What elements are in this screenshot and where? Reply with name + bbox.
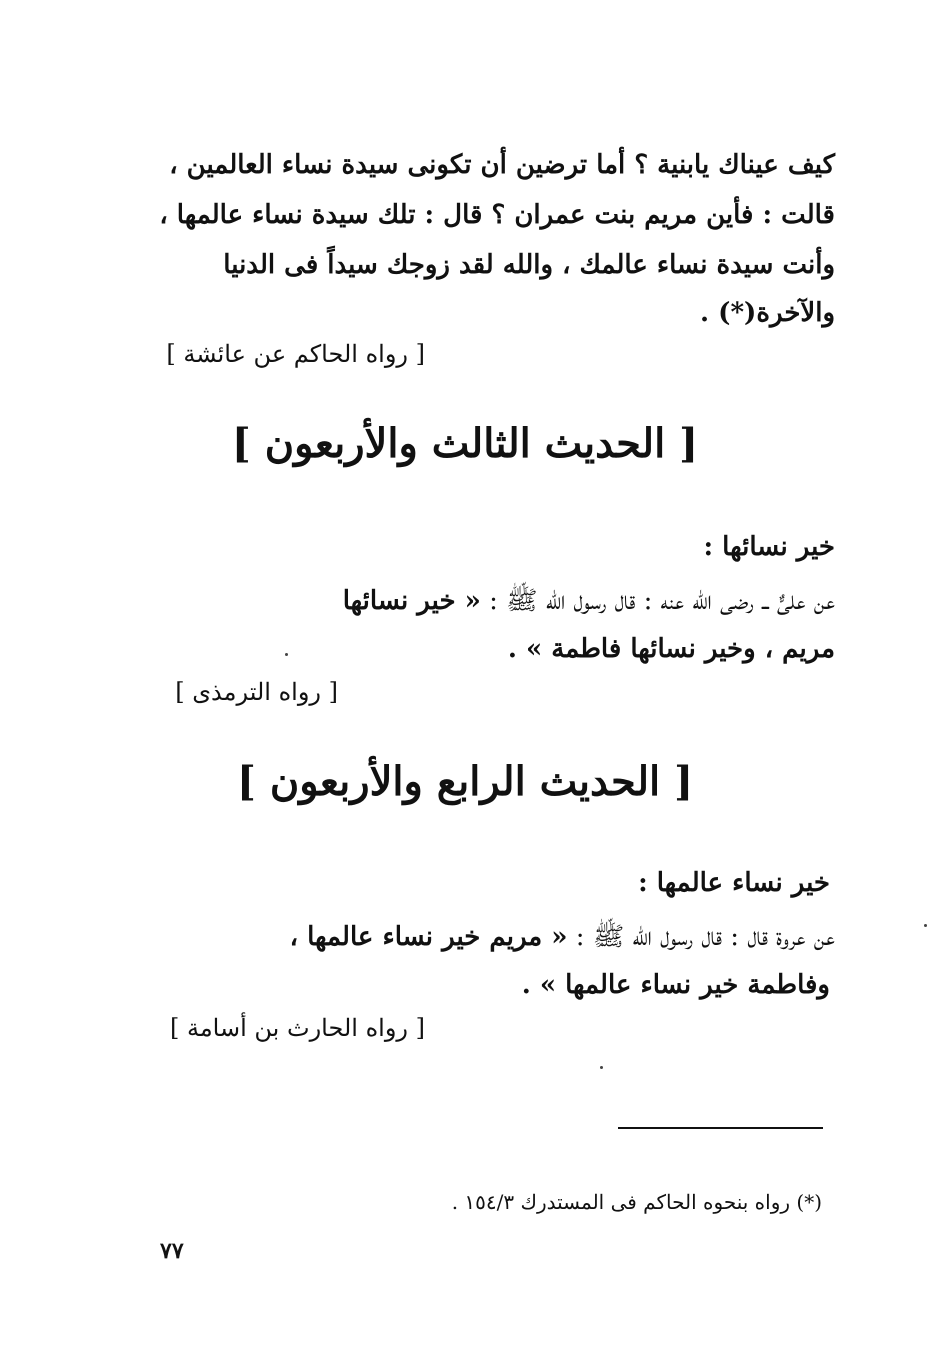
passage-line-1: كيف عيناك يابنية ؟ أما ترضين أن تكونى سيدة نساء العالمين ، bbox=[169, 150, 835, 180]
hadith-43-quote-start: « خير نسائها bbox=[342, 586, 481, 616]
hadith-43-line-1 bbox=[343, 584, 835, 622]
passage-line-2: قالت : فأين مريم بنت عمران ؟ قال : تلك سيدة نساء عالمها ، bbox=[159, 200, 835, 230]
footnote: (*) رواه بنحوه الحاكم فى المستدرك ١٥٤/٣ . bbox=[451, 1190, 822, 1214]
hadith-43-heading: [ الحديث الثالث والأربعون ] bbox=[231, 420, 699, 467]
scan-speck bbox=[600, 1066, 603, 1069]
footnote-rule bbox=[618, 1127, 823, 1129]
scan-speck bbox=[924, 924, 927, 927]
passage-line-4: والآخرة(*) . bbox=[700, 298, 835, 328]
hadith-44-subheading: خير نساء عالمها : bbox=[638, 868, 830, 898]
passage-source: [ رواه الحاكم عن عائشة ] bbox=[166, 340, 425, 368]
hadith-43-subheading: خير نسائها : bbox=[703, 532, 835, 562]
hadith-44-intro: عن عروة قال : قال رسول الله ﷺ : bbox=[575, 922, 835, 952]
hadith-44-quote-start: « مريم خير نساء عالمها ، bbox=[289, 922, 568, 952]
hadith-43-source: [ رواه الترمذى ] bbox=[175, 678, 338, 706]
hadith-43-line-2: مريم ، وخير نسائها فاطمة » . bbox=[507, 634, 835, 664]
hadith-43-intro: عن علىٌّ ــ رضى الله عنه : قال رسول الله ﷺ : bbox=[489, 586, 835, 616]
hadith-44-line-1 bbox=[290, 920, 835, 958]
page-number: ٧٧ bbox=[160, 1238, 184, 1264]
hadith-44-heading: [ الحديث الرابع والأربعون ] bbox=[236, 758, 693, 805]
passage-line-3: وأنت سيدة نساء عالمك ، والله لقد زوجك سيداً فى الدنيا bbox=[223, 250, 835, 280]
scan-speck bbox=[285, 653, 288, 656]
hadith-44-source: [ رواه الحارث بن أسامة ] bbox=[169, 1014, 425, 1042]
hadith-44-line-2: وفاطمة خير نساء عالمها » . bbox=[521, 970, 830, 1000]
